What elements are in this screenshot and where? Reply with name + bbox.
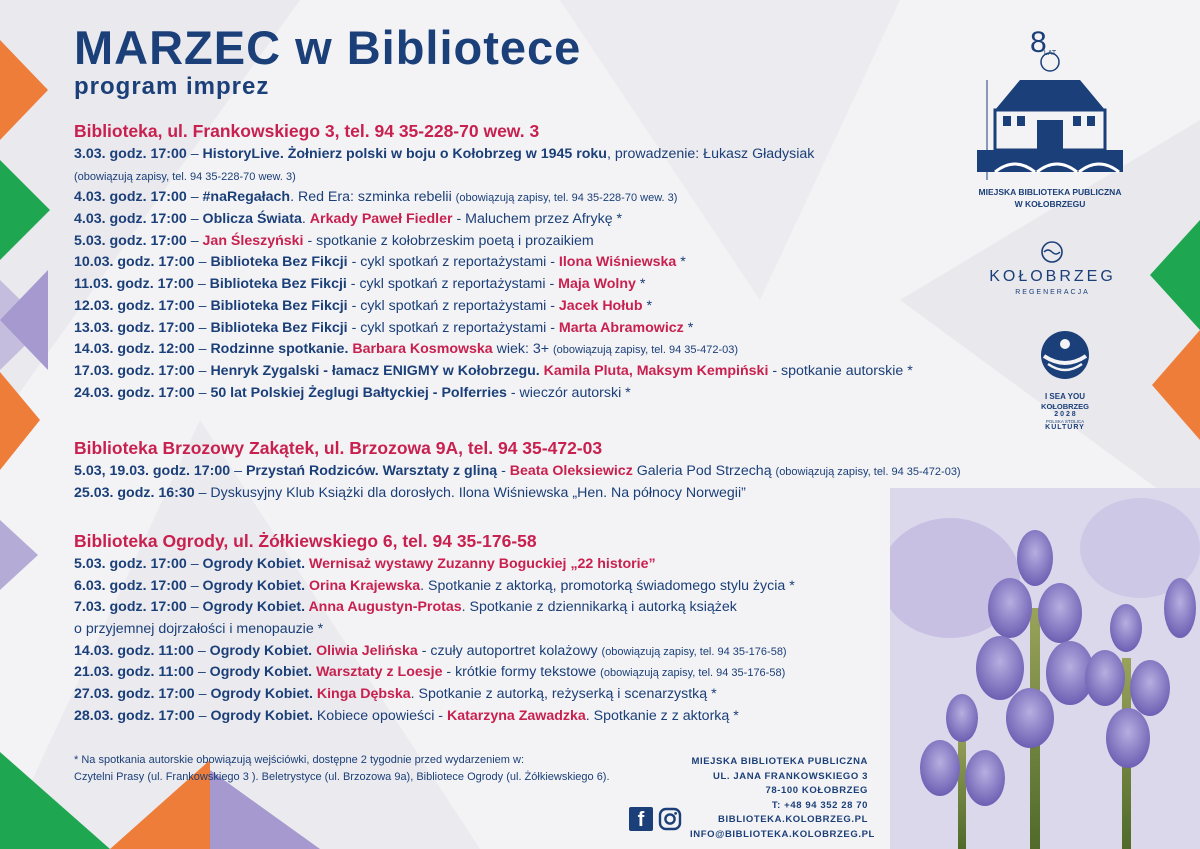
kolobrzeg-logo [985, 240, 1120, 300]
library-logo [975, 30, 1125, 215]
event-row [74, 252, 1114, 274]
library-name: MIEJSKA BIBLIOTEKA PUBLICZNA [978, 187, 1122, 197]
event-date: 14.03. godz. 11:00 [74, 642, 194, 659]
event-text: Ogrody Kobiet. [209, 642, 317, 659]
event-text: – [186, 211, 203, 228]
address-line: 78-100 KOŁOBRZEG [765, 785, 868, 797]
event-date: 24.03. godz. 17:00 [74, 384, 195, 401]
event-person: Maja Wolny [558, 276, 636, 293]
event-text: – [186, 189, 203, 206]
event-text: – [193, 276, 210, 293]
isy-line: KOŁOBRZEG [1041, 402, 1089, 411]
event-text: - cykl spotkań z reportażystami - [347, 319, 559, 336]
event-date: 11.03. godz. 17:00 [74, 276, 194, 293]
event-text: - cykl spotkań z reportażystami - [347, 254, 559, 271]
facebook-icon[interactable]: f [629, 807, 653, 831]
event-row [74, 383, 1114, 405]
event-date: 5.03, 19.03. godz. 17:00 [74, 463, 231, 479]
event-text: Ogrody Kobiet. [202, 599, 309, 616]
footnote [74, 752, 674, 786]
event-text: – [186, 232, 203, 249]
event-text: Ogrody Kobiet. [210, 707, 317, 724]
event-text: – [194, 384, 211, 401]
event-text: – [193, 642, 210, 659]
event-note: (obowiązują zapisy, tel. 94 35-228-70 wew. 3) [455, 192, 678, 205]
event-date: 5.03. godz. 17:00 [74, 232, 187, 249]
event-text: . Spotkanie z z aktorką * [585, 707, 739, 724]
event-text: – [194, 254, 211, 271]
event-text: * [683, 319, 694, 336]
event-row [74, 296, 1114, 318]
isy-line: I SEA YOU [1044, 392, 1085, 401]
event-row [74, 274, 1114, 296]
event-date: 10.03. godz. 17:00 [74, 254, 195, 271]
event-text: - wieczór autorski * [506, 384, 631, 401]
event-row [74, 144, 1114, 166]
event-text: - cykl spotkań z reportażystami - [347, 297, 559, 314]
event-note: (obowiązują zapisy, tel. 94 35-228-70 wew. 3) [74, 170, 296, 183]
event-text: - [497, 463, 510, 479]
isy-line: 2 0 2 8 [1054, 411, 1076, 418]
event-date: 7.03. godz. 17:00 [74, 599, 187, 616]
event-date: 6.03. godz. 17:00 [74, 577, 187, 594]
event-text: – Dyskusyjny Klub Książki dla dorosłych. Ilona Wiśniewska „Hen. Na północy Norwegii” [194, 484, 746, 501]
event-person: Arkady Paweł Fiedler [309, 211, 453, 228]
event-text: Przystań Rodziców. Warsztaty z gliną [245, 463, 498, 479]
event-text: – [194, 319, 211, 336]
event-person: Wernisaż wystawy Zuzanny Boguckiej „22 historie” [308, 556, 656, 572]
event-row [74, 231, 1114, 253]
event-text: - cykl spotkań z reportażystami - [346, 276, 559, 293]
event-text: Ogrody Kobiet. [209, 664, 317, 681]
event-row [74, 166, 1114, 188]
section-heading: Biblioteka Brzozowy Zakątek, ul. Brzozowa 9A, tel. 94 35-472-03 [74, 438, 603, 458]
page-title: MARZEC w Bibliotece [74, 21, 582, 74]
event-text: Ogrody Kobiet. [202, 577, 309, 594]
event-text: 50 lat Polskiej Żeglugi Bałtyckiej - Polferries [210, 384, 507, 401]
event-note: (obowiązują zapisy, tel. 94 35-472-03) [775, 466, 961, 478]
event-text: Galeria Pod Strzechą [632, 463, 776, 479]
section-frankowskiego [74, 118, 1114, 404]
event-text: – [186, 599, 203, 616]
event-text: Biblioteka Bez Fikcji [210, 297, 348, 314]
event-row [74, 339, 1114, 361]
event-text: – [193, 664, 210, 681]
event-person: Kamila Pluta, Maksym Kempiński [543, 362, 769, 379]
address-line: T: +48 94 352 28 70 [771, 799, 868, 811]
city-tagline: REGENERACJA [1015, 289, 1090, 296]
event-date: 27.03. godz. 17:00 [74, 686, 195, 703]
anniversary-label: LAT [1043, 50, 1057, 57]
event-date: 25.03. godz. 16:30 [74, 484, 195, 501]
event-text: Ogrody Kobiet. [202, 556, 309, 572]
event-text: - czuły autoportret kolażowy [417, 642, 602, 659]
event-text: – [186, 556, 203, 572]
event-text: #naRegałach [202, 189, 291, 206]
event-person: Orina Krajewska [308, 577, 421, 594]
event-text: - spotkanie z kołobrzeskim poetą i prozaikiem [303, 232, 594, 249]
event-row [74, 209, 1114, 231]
event-text: . Spotkanie z autorką, reżyserką i scenarzystką * [410, 686, 717, 703]
bluebell-flower-photo [890, 488, 1200, 849]
svg-text:8: 8 [1030, 30, 1047, 59]
event-person: Warsztaty z Loesje [316, 664, 443, 681]
event-text: wiek: 3+ [492, 341, 554, 358]
event-text: , prowadzenie: Łukasz Gładysiak [606, 146, 815, 162]
event-date: 21.03. godz. 11:00 [74, 664, 194, 681]
event-text: * [676, 254, 686, 271]
event-text: - spotkanie autorskie * [768, 362, 913, 379]
event-person: Beata Oleksiewicz [509, 463, 633, 479]
event-text: – [194, 707, 211, 724]
event-date: 4.03. godz. 17:00 [74, 211, 187, 228]
address-block [690, 755, 875, 843]
event-text: – [194, 686, 211, 703]
event-date: 28.03. godz. 17:00 [74, 707, 195, 724]
event-person: Jan Śleszyński [202, 232, 304, 249]
section-heading: Biblioteka, ul. Frankowskiego 3, tel. 94 35-228-70 wew. 3 [74, 121, 540, 141]
event-text: – [194, 362, 211, 379]
event-row [74, 361, 1114, 383]
event-date: 13.03. godz. 17:00 [74, 319, 195, 336]
event-text: Kobiece opowieści - [316, 707, 447, 724]
page-subtitle: program imprez [74, 73, 270, 100]
event-person: Ilona Wiśniewska [558, 254, 677, 271]
event-text: Oblicza Świata [202, 211, 302, 228]
website-link[interactable]: BIBLIOTEKA.KOLOBRZEG.PL [718, 814, 868, 826]
event-text: . Red Era: szminka rebelii [290, 189, 456, 206]
event-text: . Spotkanie z aktorką, promotorką świadomego stylu życia * [420, 577, 795, 594]
event-text: . [301, 211, 310, 228]
address-line: UL. JANA FRANKOWSKIEGO 3 [713, 770, 868, 782]
event-date: 17.03. godz. 17:00 [74, 362, 195, 379]
event-note: (obowiązują zapisy, tel. 94 35-176-58) [600, 667, 786, 680]
library-name-2: W KOŁOBRZEGU [1014, 199, 1086, 209]
event-text: – [186, 577, 203, 594]
event-text: Biblioteka Bez Fikcji [210, 254, 348, 271]
footnote-line: * Na spotkania autorskie obowiązują wejściówki, dostępne 2 tygodnie przed wydarzeniem w: [74, 754, 525, 766]
event-text: - krótkie formy tekstowe [442, 664, 601, 681]
event-date: 12.03. godz. 17:00 [74, 297, 195, 314]
event-person: Anna Augustyn-Protas [308, 599, 462, 616]
event-note: (obowiązują zapisy, tel. 94 35-176-58) [601, 645, 787, 658]
event-person: Katarzyna Zawadzka [446, 707, 586, 724]
event-text: Ogrody Kobiet. [210, 686, 317, 703]
event-text: – [194, 297, 211, 314]
event-person: Barbara Kosmowska [352, 341, 493, 358]
event-text: - Maluchem przez Afrykę * [452, 211, 623, 228]
event-person: Marta Abramowicz [558, 319, 684, 336]
event-row [74, 187, 1114, 209]
event-note: (obowiązują zapisy, tel. 94 35-472-03) [553, 344, 739, 357]
event-person: Kinga Dębska [316, 686, 411, 703]
event-text: o przyjemnej dojrzałości i menopauzie * [74, 621, 324, 638]
isy-line: POLSKA STOLICA [1045, 419, 1085, 424]
email-link[interactable]: INFO@BIBLIOTEKA.KOLOBRZEG.PL [690, 828, 875, 840]
instagram-icon[interactable] [658, 807, 682, 831]
event-date: 4.03. godz. 17:00 [74, 189, 187, 206]
event-date: 14.03. godz. 12:00 [74, 341, 195, 358]
i-sea-you-logo [1030, 330, 1100, 440]
event-text: – [194, 341, 211, 358]
event-row [74, 461, 1114, 483]
event-person: Oliwia Jelińska [316, 642, 418, 659]
event-text: Biblioteka Bez Fikcji [209, 276, 347, 293]
event-text: . Spotkanie z dziennikarką i autorką książek [461, 599, 737, 616]
event-text: * [642, 297, 652, 314]
event-date: 5.03. godz. 17:00 [74, 556, 187, 572]
event-text: – [230, 463, 246, 479]
event-text: Biblioteka Bez Fikcji [210, 319, 348, 336]
event-text: * [635, 276, 646, 293]
city-name: KOŁOBRZEG [989, 268, 1116, 285]
event-text: – [186, 146, 203, 162]
section-heading: Biblioteka Ogrody, ul. Żółkiewskiego 6, tel. 94 35-176-58 [74, 531, 537, 551]
event-text: Rodzinne spotkanie. [210, 341, 353, 358]
event-person: Jacek Hołub [558, 297, 643, 314]
event-date: 3.03. godz. 17:00 [74, 146, 187, 162]
isy-line: KULTURY [1045, 424, 1085, 431]
footnote-line: Czytelni Prasy (ul. Frankowskiego 3 ). Beletrystyce (ul. Brzozowa 9a), Bibliotece Ogrody (ul. Żółkiewskiego 6). [74, 771, 610, 783]
event-row [74, 318, 1114, 340]
event-text: HistoryLive. Żołnierz polski w boju o Kołobrzeg w 1945 roku [202, 146, 607, 162]
address-line: MIEJSKA BIBLIOTEKA PUBLICZNA [691, 756, 868, 767]
event-text: Henryk Zygalski - łamacz ENIGMY w Kołobrzegu. [210, 362, 544, 379]
